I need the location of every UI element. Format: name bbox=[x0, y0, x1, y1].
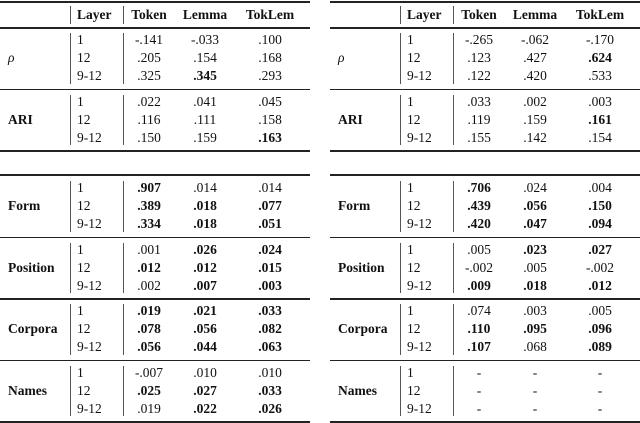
group-label: Corpora bbox=[8, 321, 58, 336]
group-divider bbox=[123, 366, 124, 417]
top-rule bbox=[330, 1, 640, 3]
value-cell: - bbox=[597, 364, 603, 380]
value-cell: .003 bbox=[523, 303, 547, 318]
group-divider bbox=[453, 243, 454, 294]
layer-cell: 12 bbox=[407, 382, 421, 398]
value-cell: -.062 bbox=[520, 32, 550, 47]
value-cell: .123 bbox=[467, 50, 491, 65]
value-cell: .154 bbox=[588, 129, 612, 145]
layer-cell: 1 bbox=[77, 93, 84, 109]
value-cell: - bbox=[532, 364, 538, 380]
group-label: ρ bbox=[8, 50, 15, 65]
value-cell: .389 bbox=[137, 198, 161, 213]
layer-cell: 1 bbox=[77, 180, 84, 195]
group-divider bbox=[70, 304, 71, 355]
value-cell: - bbox=[476, 400, 482, 416]
value-cell: .021 bbox=[193, 303, 217, 318]
value-cell: -.141 bbox=[134, 32, 164, 47]
group-rule bbox=[330, 237, 640, 239]
value-cell: .012 bbox=[193, 259, 217, 275]
value-cell: -.033 bbox=[190, 32, 220, 47]
layer-cell: 9-12 bbox=[407, 129, 432, 145]
header-toklem: TokLem bbox=[245, 7, 295, 22]
layer-cell: 1 bbox=[77, 32, 84, 47]
value-cell: .078 bbox=[137, 321, 161, 336]
layer-cell: 9-12 bbox=[77, 129, 102, 145]
value-cell: .018 bbox=[193, 216, 217, 231]
value-cell: .003 bbox=[588, 93, 612, 109]
value-cell: .024 bbox=[523, 180, 547, 195]
group-rule bbox=[330, 298, 640, 300]
value-cell: - bbox=[476, 382, 482, 398]
value-cell: .056 bbox=[137, 339, 161, 354]
value-cell: - bbox=[597, 382, 603, 398]
group-label: ARI bbox=[338, 111, 363, 127]
group-divider bbox=[453, 304, 454, 355]
value-cell: .026 bbox=[193, 241, 217, 257]
value-cell: .624 bbox=[588, 50, 612, 65]
value-cell: .025 bbox=[137, 382, 161, 398]
value-cell: .155 bbox=[467, 129, 491, 145]
value-cell: .010 bbox=[193, 364, 217, 380]
layer-cell: 1 bbox=[77, 364, 84, 380]
value-cell: .096 bbox=[588, 321, 612, 336]
layer-cell: 12 bbox=[407, 198, 421, 213]
group-divider bbox=[453, 95, 454, 146]
value-cell: .026 bbox=[258, 400, 282, 416]
value-cell: .094 bbox=[588, 216, 612, 231]
value-cell: .907 bbox=[137, 180, 161, 195]
group-rule bbox=[0, 150, 310, 152]
layer-cell: 1 bbox=[407, 32, 414, 47]
layer-cell: 9-12 bbox=[407, 216, 432, 231]
value-cell: .027 bbox=[193, 382, 217, 398]
value-cell: .205 bbox=[137, 50, 161, 65]
value-cell: .095 bbox=[523, 321, 547, 336]
value-cell: .009 bbox=[467, 277, 491, 293]
group-divider bbox=[70, 181, 71, 232]
value-cell: .047 bbox=[523, 216, 547, 231]
value-cell: - bbox=[597, 400, 603, 416]
layer-cell: 1 bbox=[77, 303, 84, 318]
value-cell: .533 bbox=[588, 68, 612, 83]
value-cell: .706 bbox=[467, 180, 491, 195]
layer-cell: 1 bbox=[407, 303, 414, 318]
group-divider bbox=[70, 243, 71, 294]
layer-cell: 12 bbox=[407, 321, 421, 336]
value-cell: .159 bbox=[193, 129, 217, 145]
value-cell: .089 bbox=[588, 339, 612, 354]
layer-cell: 1 bbox=[407, 364, 414, 380]
value-cell: .019 bbox=[137, 400, 161, 416]
layer-cell: 9-12 bbox=[77, 400, 102, 416]
group-divider bbox=[123, 243, 124, 294]
layer-cell: 1 bbox=[407, 93, 414, 109]
value-cell: .293 bbox=[258, 68, 282, 83]
top-rule bbox=[0, 1, 310, 3]
header-lemma: Lemma bbox=[512, 7, 558, 22]
value-cell: .420 bbox=[523, 68, 547, 83]
group-rule bbox=[0, 360, 310, 362]
group-divider bbox=[123, 181, 124, 232]
header-layer: Layer bbox=[407, 7, 442, 22]
layer-cell: 9-12 bbox=[407, 68, 432, 83]
value-cell: .003 bbox=[258, 277, 282, 293]
value-cell: .074 bbox=[467, 303, 491, 318]
value-cell: .023 bbox=[523, 241, 547, 257]
group-divider bbox=[400, 243, 401, 294]
value-cell: .018 bbox=[193, 198, 217, 213]
value-cell: .001 bbox=[137, 241, 161, 257]
group-label: Position bbox=[338, 259, 385, 275]
value-cell: - bbox=[532, 382, 538, 398]
value-cell: .420 bbox=[467, 216, 491, 231]
value-cell: .056 bbox=[193, 321, 217, 336]
layer-cell: 12 bbox=[77, 259, 91, 275]
header-token: Token bbox=[131, 7, 167, 22]
value-cell: .142 bbox=[523, 129, 547, 145]
value-cell: .325 bbox=[137, 68, 161, 83]
value-cell: .002 bbox=[523, 93, 547, 109]
group-rule bbox=[330, 360, 640, 362]
group-label: Corpora bbox=[338, 321, 388, 336]
section-rule bbox=[330, 27, 640, 29]
layer-cell: 9-12 bbox=[77, 277, 102, 293]
layer-cell: 12 bbox=[77, 111, 91, 127]
value-cell: .005 bbox=[467, 241, 491, 257]
group-rule bbox=[0, 298, 310, 300]
layer-cell: 12 bbox=[407, 259, 421, 275]
group-label: Form bbox=[338, 198, 371, 213]
value-cell: .100 bbox=[258, 32, 282, 47]
group-divider bbox=[70, 366, 71, 417]
value-cell: .045 bbox=[258, 93, 282, 109]
value-cell: .041 bbox=[193, 93, 217, 109]
value-cell: .150 bbox=[137, 129, 161, 145]
group-divider bbox=[123, 304, 124, 355]
group-divider bbox=[400, 181, 401, 232]
value-cell: .044 bbox=[193, 339, 217, 354]
group-label: ρ bbox=[338, 50, 345, 65]
group-divider bbox=[453, 366, 454, 417]
group-label: Names bbox=[338, 382, 377, 398]
value-cell: .012 bbox=[137, 259, 161, 275]
value-cell: .014 bbox=[258, 180, 282, 195]
group-rule bbox=[330, 150, 640, 152]
value-cell: .014 bbox=[193, 180, 217, 195]
group-rule bbox=[0, 237, 310, 239]
group-divider bbox=[453, 33, 454, 84]
value-cell: .068 bbox=[523, 339, 547, 354]
value-cell: .163 bbox=[258, 129, 282, 145]
value-cell: -.007 bbox=[134, 364, 164, 380]
value-cell: .161 bbox=[588, 111, 612, 127]
group-divider bbox=[400, 304, 401, 355]
value-cell: .002 bbox=[137, 277, 161, 293]
header-divider bbox=[400, 6, 401, 24]
value-cell: .150 bbox=[588, 198, 612, 213]
value-cell: .051 bbox=[258, 216, 282, 231]
layer-cell: 9-12 bbox=[407, 339, 432, 354]
header-layer: Layer bbox=[77, 7, 112, 22]
layer-cell: 12 bbox=[77, 50, 91, 65]
value-cell: .033 bbox=[467, 93, 491, 109]
group-label: Names bbox=[8, 382, 47, 398]
section-rule bbox=[0, 174, 310, 176]
value-cell: .063 bbox=[258, 339, 282, 354]
layer-cell: 12 bbox=[77, 382, 91, 398]
group-divider bbox=[70, 95, 71, 146]
group-rule bbox=[0, 89, 310, 91]
group-label: ARI bbox=[8, 111, 33, 127]
value-cell: .158 bbox=[258, 111, 282, 127]
layer-cell: 9-12 bbox=[77, 216, 102, 231]
header-divider bbox=[70, 6, 71, 24]
value-cell: - bbox=[532, 400, 538, 416]
value-cell: .345 bbox=[193, 68, 217, 83]
value-cell: .077 bbox=[258, 198, 282, 213]
layer-cell: 12 bbox=[407, 111, 421, 127]
value-cell: .018 bbox=[523, 277, 547, 293]
group-label: Position bbox=[8, 259, 55, 275]
results-table-left bbox=[0, 0, 310, 422]
header-toklem: TokLem bbox=[575, 7, 625, 22]
value-cell: .005 bbox=[523, 259, 547, 275]
value-cell: -.265 bbox=[464, 32, 494, 47]
value-cell: - bbox=[476, 364, 482, 380]
value-cell: .012 bbox=[588, 277, 612, 293]
value-cell: .033 bbox=[258, 303, 282, 318]
value-cell: .427 bbox=[523, 50, 547, 65]
value-cell: .027 bbox=[588, 241, 612, 257]
value-cell: .015 bbox=[258, 259, 282, 275]
header-lemma: Lemma bbox=[182, 7, 228, 22]
value-cell: .439 bbox=[467, 198, 491, 213]
value-cell: .019 bbox=[137, 303, 161, 318]
value-cell: .005 bbox=[588, 303, 612, 318]
value-cell: .056 bbox=[523, 198, 547, 213]
section-rule bbox=[0, 27, 310, 29]
layer-cell: 9-12 bbox=[77, 339, 102, 354]
layer-cell: 1 bbox=[407, 241, 414, 257]
layer-cell: 1 bbox=[407, 180, 414, 195]
group-rule bbox=[330, 89, 640, 91]
value-cell: .024 bbox=[258, 241, 282, 257]
layer-cell: 9-12 bbox=[407, 400, 432, 416]
value-cell: .334 bbox=[137, 216, 161, 231]
value-cell: -.170 bbox=[585, 32, 615, 47]
group-divider bbox=[123, 33, 124, 84]
results-table-right bbox=[330, 0, 640, 422]
value-cell: .168 bbox=[258, 50, 282, 65]
group-label: Form bbox=[8, 198, 41, 213]
layer-cell: 12 bbox=[77, 198, 91, 213]
layer-cell: 1 bbox=[77, 241, 84, 257]
group-divider bbox=[453, 181, 454, 232]
header-divider bbox=[453, 6, 454, 24]
layer-cell: 9-12 bbox=[77, 68, 102, 83]
value-cell: .110 bbox=[467, 321, 491, 336]
value-cell: .010 bbox=[258, 364, 282, 380]
value-cell: .007 bbox=[193, 277, 217, 293]
value-cell: .119 bbox=[467, 111, 491, 127]
group-divider bbox=[400, 95, 401, 146]
value-cell: -.002 bbox=[464, 259, 494, 275]
group-divider bbox=[70, 33, 71, 84]
value-cell: .122 bbox=[467, 68, 491, 83]
group-divider bbox=[400, 33, 401, 84]
value-cell: .107 bbox=[467, 339, 491, 354]
layer-cell: 12 bbox=[77, 321, 91, 336]
value-cell: .004 bbox=[588, 180, 612, 195]
value-cell: .111 bbox=[193, 111, 217, 127]
value-cell: .116 bbox=[137, 111, 161, 127]
value-cell: .159 bbox=[523, 111, 547, 127]
section-rule bbox=[330, 174, 640, 176]
layer-cell: 9-12 bbox=[407, 277, 432, 293]
value-cell: .022 bbox=[193, 400, 217, 416]
header-divider bbox=[123, 6, 124, 24]
header-token: Token bbox=[461, 7, 497, 22]
layer-cell: 12 bbox=[407, 50, 421, 65]
group-divider bbox=[400, 366, 401, 417]
value-cell: -.002 bbox=[585, 259, 615, 275]
value-cell: .033 bbox=[258, 382, 282, 398]
value-cell: .082 bbox=[258, 321, 282, 336]
value-cell: .154 bbox=[193, 50, 217, 65]
value-cell: .022 bbox=[137, 93, 161, 109]
group-divider bbox=[123, 95, 124, 146]
